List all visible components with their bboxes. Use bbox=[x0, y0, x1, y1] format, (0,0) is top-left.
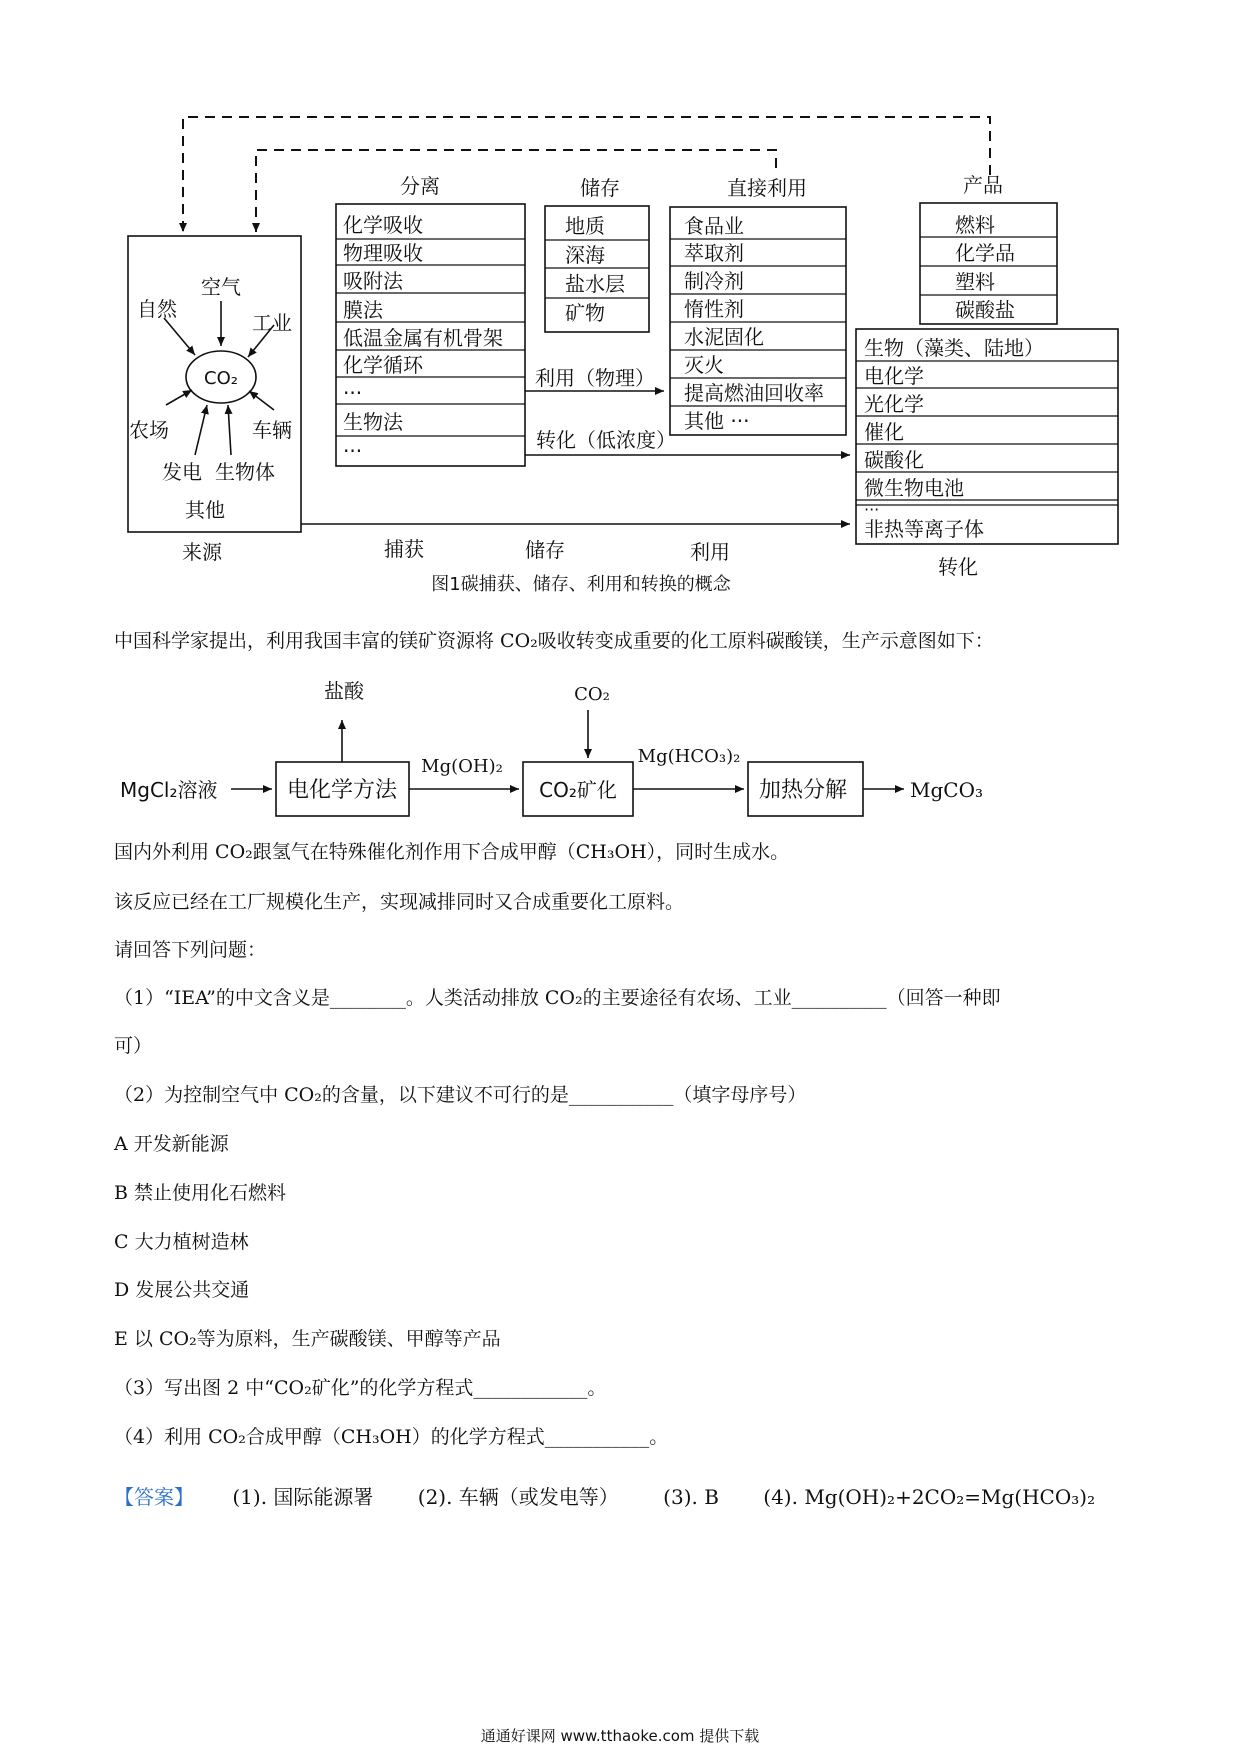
header-products: 产品 bbox=[963, 173, 1003, 197]
fig2-mgoh: Mg(OH)₂ bbox=[421, 756, 503, 777]
question-1-cont: 可） bbox=[114, 1035, 153, 1057]
figure1-diagram bbox=[0, 0, 1240, 600]
product-item: 碳酸盐 bbox=[955, 298, 1015, 322]
source-other: 其他 bbox=[185, 498, 225, 522]
source-farm: 农场 bbox=[129, 418, 169, 442]
separation-item: 膜法 bbox=[343, 298, 383, 322]
option-b: B 禁止使用化石燃料 bbox=[114, 1182, 287, 1204]
conversion-item: 生物（藻类、陆地） bbox=[864, 336, 1044, 360]
co2-label: CO₂ bbox=[204, 368, 238, 389]
separation-item: ··· bbox=[343, 439, 363, 463]
conversion-item: 非热等离子体 bbox=[864, 517, 984, 541]
arrow-convert-label: 转化（低浓度） bbox=[536, 428, 676, 452]
header-direct-use: 直接利用 bbox=[727, 176, 807, 200]
direct-use-table bbox=[670, 207, 846, 435]
arrow-physical-label: 利用（物理） bbox=[535, 366, 655, 390]
answer-1: (1). 国际能源署 bbox=[232, 1485, 374, 1509]
source-vehicle: 车辆 bbox=[252, 418, 292, 442]
conversion-item: 碳酸化 bbox=[864, 448, 924, 472]
fig2-step1: 电化学方法 bbox=[286, 778, 398, 803]
question-3: （3）写出图 2 中“CO₂矿化”的化学方程式____________。 bbox=[114, 1377, 607, 1399]
separation-table bbox=[336, 204, 525, 466]
bottom-capture-label: 捕获 bbox=[384, 537, 424, 561]
option-c: C 大力植树造林 bbox=[114, 1231, 249, 1253]
conversion-item: 微生物电池 bbox=[864, 476, 964, 500]
source-power: 发电 bbox=[162, 460, 202, 484]
conversion-item: 催化 bbox=[864, 420, 904, 444]
fig2-output: MgCO₃ bbox=[910, 778, 983, 802]
conversion-item: 电化学 bbox=[864, 364, 924, 388]
storage-table bbox=[545, 206, 649, 332]
direct-use-item: 制冷剂 bbox=[684, 269, 744, 293]
source-label: 来源 bbox=[182, 540, 222, 564]
footer: 通通好课网 www.tthaoke.com 提供下载 bbox=[480, 1727, 760, 1745]
storage-item: 盐水层 bbox=[565, 272, 625, 296]
product-item: 塑料 bbox=[955, 270, 995, 294]
option-e: E 以 CO₂等为原料，生产碳酸镁、甲醇等产品 bbox=[114, 1328, 501, 1350]
storage-item: 矿物 bbox=[565, 301, 605, 325]
direct-use-item: 萃取剂 bbox=[684, 241, 744, 265]
question-2: （2）为控制空气中 CO₂的含量，以下建议不可行的是___________（填字母序号） bbox=[114, 1084, 807, 1106]
direct-use-item: 食品业 bbox=[684, 214, 744, 238]
conversion-item: ··· bbox=[864, 500, 880, 519]
paragraph: 该反应已经在工厂规模化生产，实现减排同时又合成重要化工原料。 bbox=[114, 891, 685, 913]
answer-2: (2). 车辆（或发电等） bbox=[417, 1485, 619, 1509]
bottom-storage-label: 储存 bbox=[525, 538, 565, 562]
fig2-step2: CO₂矿化 bbox=[539, 778, 617, 802]
paragraph: 请回答下列问题： bbox=[114, 939, 267, 961]
answer-tag: 【答案】 bbox=[114, 1485, 194, 1509]
direct-use-item: 惰性剂 bbox=[684, 297, 744, 321]
conversion-table bbox=[856, 329, 1118, 544]
separation-item: 化学循环 bbox=[343, 353, 423, 377]
paragraph: 国内外利用 CO₂跟氢气在特殊催化剂作用下合成甲醇（CH₃OH），同时生成水。 bbox=[114, 841, 790, 863]
storage-item: 地质 bbox=[565, 214, 605, 238]
source-industry: 工业 bbox=[252, 311, 292, 335]
answer-4: (4). Mg(OH)₂+2CO₂=Mg(HCO₃)₂ bbox=[763, 1485, 1096, 1509]
separation-item: ··· bbox=[343, 381, 363, 405]
product-item: 化学品 bbox=[955, 241, 1015, 265]
figure1-caption: 图1碳捕获、储存、利用和转换的概念 bbox=[431, 574, 731, 595]
source-nature: 自然 bbox=[137, 297, 177, 321]
direct-use-item: 水泥固化 bbox=[684, 325, 764, 349]
fig2-input: MgCl₂溶液 bbox=[120, 778, 218, 802]
fig2-hcl: 盐酸 bbox=[324, 679, 364, 703]
option-d: D 发展公共交通 bbox=[114, 1279, 250, 1301]
conversion-label: 转化 bbox=[938, 555, 978, 579]
separation-item: 物理吸收 bbox=[343, 241, 423, 265]
question-4: （4）利用 CO₂合成甲醇（CH₃OH）的化学方程式___________。 bbox=[114, 1426, 669, 1448]
fig2-step3: 加热分解 bbox=[758, 778, 848, 803]
intro-text: 中国科学家提出，利用我国丰富的镁矿资源将 CO₂吸收转变成重要的化工原料碳酸镁，生产示意图如下： bbox=[114, 630, 994, 652]
figure2-diagram bbox=[0, 660, 1240, 840]
separation-item: 吸附法 bbox=[343, 269, 403, 293]
option-a: A 开发新能源 bbox=[114, 1133, 229, 1155]
direct-use-item: 提高燃油回收率 bbox=[684, 381, 824, 405]
separation-item: 生物法 bbox=[343, 410, 403, 434]
direct-use-item: 灭火 bbox=[684, 353, 724, 377]
conversion-item: 光化学 bbox=[864, 392, 924, 416]
source-air: 空气 bbox=[201, 275, 241, 299]
storage-item: 深海 bbox=[565, 243, 605, 267]
separation-item: 低温金属有机骨架 bbox=[343, 326, 503, 350]
products-table bbox=[920, 203, 1057, 324]
answer-3: (3). B bbox=[663, 1485, 719, 1509]
answer-line bbox=[114, 1481, 1133, 1510]
product-item: 燃料 bbox=[955, 213, 995, 237]
fig2-co2-in: CO₂ bbox=[574, 684, 610, 705]
source-biomass: 生物体 bbox=[215, 460, 275, 484]
fig2-mghco3: Mg(HCO₃)₂ bbox=[637, 746, 741, 767]
separation-item: 化学吸收 bbox=[343, 213, 423, 237]
header-separation: 分离 bbox=[400, 174, 440, 198]
question-1: （1）“IEA”的中文含义是________。人类活动排放 CO₂的主要途径有农场、工业__________（回答一种即 bbox=[114, 987, 1001, 1009]
header-storage: 储存 bbox=[580, 176, 620, 200]
bottom-use-label: 利用 bbox=[690, 540, 730, 564]
direct-use-item: 其他 ··· bbox=[684, 409, 750, 433]
